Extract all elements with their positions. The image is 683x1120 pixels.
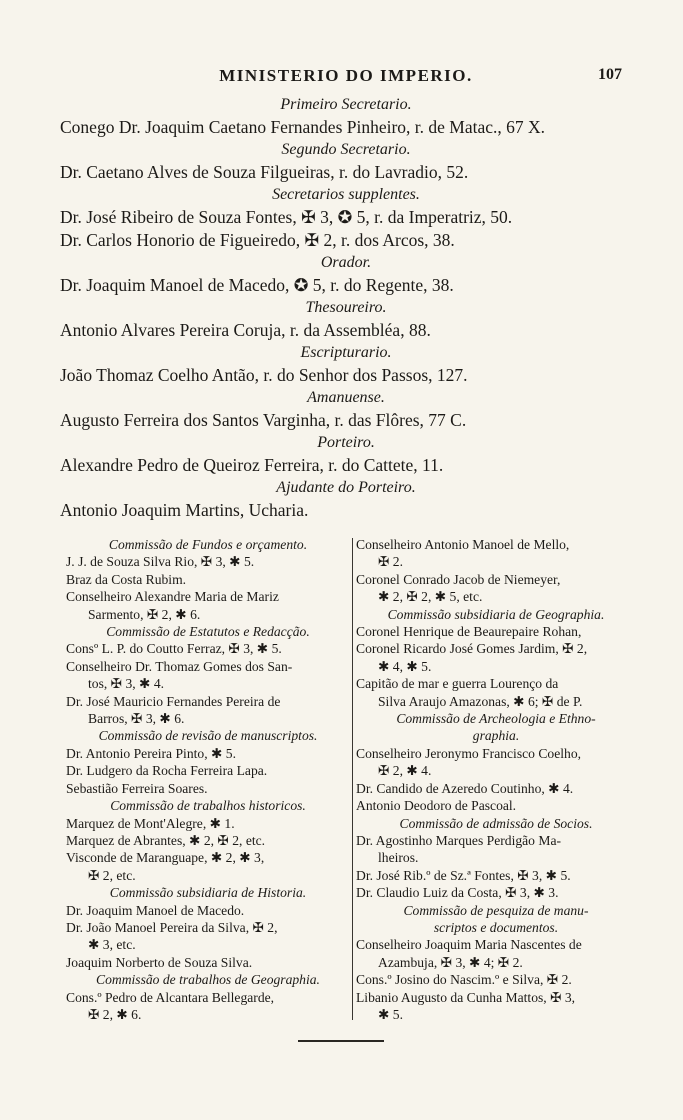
member-line: Joaquim Norberto de Souza Silva.: [66, 954, 253, 970]
member-line: J. J. de Souza Silva Rio, ✠ 3, ✱ 5.: [66, 554, 255, 570]
member-line: Dr. João Manoel Pereira da Silva, ✠ 2,: [66, 919, 278, 935]
officer-entry: Antonio Joaquim Martins, Ucharia.: [60, 500, 309, 520]
member-line: Consº L. P. do Coutto Ferraz, ✠ 3, ✱ 5.: [66, 641, 282, 657]
member-line: Conselheiro Jeronymo Francisco Coelho,: [356, 745, 582, 761]
member-line-continuation: ✱ 3, etc.: [88, 937, 136, 953]
right-commissions-column: [356, 536, 636, 1023]
commission-heading: Commissão de Estatutos e Redacção.: [106, 624, 310, 640]
office-title: Amanuense.: [307, 389, 385, 406]
office-title: Thesoureiro.: [305, 299, 387, 316]
member-line: Dr. José Rib.º de Sz.ª Fontes, ✠ 3, ✱ 5.: [356, 867, 571, 883]
member-line: Capitão de mar e guerra Lourenço da: [356, 676, 559, 692]
member-line: Dr. Agostinho Marques Perdigão Ma-: [356, 832, 562, 848]
officer-entry: Antonio Alvares Pereira Coruja, r. da Assembléa, 88.: [60, 320, 431, 340]
office-title: Primeiro Secretario.: [280, 96, 412, 113]
commission-heading: Commissão de trabalhos historicos.: [110, 798, 306, 814]
member-line-continuation: ✱ 5.: [378, 1006, 403, 1022]
member-line: Conselheiro Dr. Thomaz Gomes dos San-: [66, 658, 293, 674]
member-line-continuation: Barros, ✠ 3, ✱ 6.: [88, 711, 185, 727]
member-line-continuation: ✱ 2, ✠ 2, ✱ 5, etc.: [378, 589, 483, 605]
member-line-continuation: ✠ 2, ✱ 6.: [88, 1006, 142, 1022]
officer-entry: Dr. José Ribeiro de Souza Fontes, ✠ 3, ✪ 5, r. da Imperatriz, 50.: [60, 207, 513, 227]
page-number: 107: [598, 66, 622, 83]
officer-entry: Alexandre Pedro de Queiroz Ferreira, r. do Cattete, 11.: [60, 455, 444, 475]
column-divider: [352, 538, 353, 1020]
commission-heading: Commissão de pesquiza de manu-: [403, 902, 589, 918]
commission-heading: Commissão de admissão de Socios.: [399, 815, 593, 831]
officer-entry: Dr. Joaquim Manoel de Macedo, ✪ 5, r. do Regente, 38.: [60, 275, 454, 295]
member-line-continuation: ✱ 4, ✱ 5.: [378, 658, 432, 674]
running-head: MINISTERIO DO IMPERIO.: [219, 66, 473, 85]
commission-heading: Commissão subsidiaria de Geographia.: [387, 606, 605, 622]
left-commissions-column: [66, 536, 350, 1023]
member-line: Cons.º Pedro de Alcantara Bellegarde,: [66, 989, 275, 1005]
commission-heading: Commissão de Archeologia e Ethno-: [396, 711, 596, 727]
member-line: Antonio Deodoro de Pascoal.: [356, 798, 517, 814]
member-line-continuation: Silva Araujo Amazonas, ✱ 6; ✠ de P.: [378, 693, 583, 709]
commission-heading: Commissão de trabalhos de Geographia.: [96, 972, 320, 988]
member-line: Braz da Costa Rubim.: [66, 571, 187, 587]
member-line: Cons.º Josino do Nascim.º e Silva, ✠ 2.: [356, 972, 572, 988]
page-header: [60, 66, 632, 88]
office-title: Escripturario.: [300, 344, 392, 361]
office-title: Segundo Secretario.: [281, 141, 411, 158]
officer-entry: Dr. Caetano Alves de Souza Filgueiras, r. do Lavradio, 52.: [60, 162, 469, 182]
end-rule: [298, 1040, 384, 1042]
member-line: Conselheiro Joaquim Maria Nascentes de: [356, 937, 582, 953]
officers-list: [60, 94, 632, 522]
member-line: Dr. Joaquim Manoel de Macedo.: [66, 902, 245, 918]
member-line-continuation: ✠ 2, ✱ 4.: [378, 763, 432, 779]
office-title: Porteiro.: [317, 434, 375, 451]
commission-heading: graphia.: [472, 728, 520, 744]
member-line: Dr. Candido de Azeredo Coutinho, ✱ 4.: [356, 780, 574, 796]
member-line: Dr. Claudio Luiz da Costa, ✠ 3, ✱ 3.: [356, 885, 559, 901]
member-line: Libanio Augusto da Cunha Mattos, ✠ 3,: [356, 989, 576, 1005]
member-line: Dr. Ludgero da Rocha Ferreira Lapa.: [66, 763, 268, 779]
member-line: Marquez de Abrantes, ✱ 2, ✠ 2, etc.: [66, 832, 266, 848]
member-line-continuation: lheiros.: [378, 850, 419, 866]
member-line: Dr. José Mauricio Fernandes Pereira de: [66, 693, 281, 709]
officer-entry: Augusto Ferreira dos Santos Varginha, r. das Flôres, 77 C.: [60, 410, 467, 430]
member-line: Coronel Ricardo José Gomes Jardim, ✠ 2,: [356, 641, 588, 657]
officer-entry: Conego Dr. Joaquim Caetano Fernandes Pinheiro, r. de Matac., 67 X.: [60, 117, 546, 137]
office-title: Ajudante do Porteiro.: [276, 479, 416, 496]
commission-heading: scriptos e documentos.: [433, 919, 559, 935]
officer-entry: Dr. Carlos Honorio de Figueiredo, ✠ 2, r. dos Arcos, 38.: [60, 230, 455, 250]
member-line: Visconde de Maranguape, ✱ 2, ✱ 3,: [66, 850, 265, 866]
member-line: Sebastião Ferreira Soares.: [66, 780, 208, 796]
commission-heading: Commissão de Fundos e orçamento.: [108, 537, 308, 552]
member-line: Conselheiro Alexandre Maria de Mariz: [66, 589, 279, 605]
member-line-continuation: ✠ 2, etc.: [88, 867, 136, 883]
office-title: Orador.: [320, 254, 372, 271]
member-line-continuation: Azambuja, ✠ 3, ✱ 4; ✠ 2.: [378, 954, 523, 970]
member-line: Coronel Conrado Jacob de Niemeyer,: [356, 571, 561, 587]
member-line-continuation: ✠ 2.: [378, 554, 403, 570]
commission-heading: Commissão subsidiaria de Historia.: [109, 885, 307, 901]
office-title: Secretarios supplentes.: [272, 186, 420, 203]
officer-entry: João Thomaz Coelho Antão, r. do Senhor dos Passos, 127.: [60, 365, 468, 385]
member-line-continuation: Sarmento, ✠ 2, ✱ 6.: [88, 606, 201, 622]
member-line: Conselheiro Antonio Manoel de Mello,: [356, 537, 570, 552]
member-line: Dr. Antonio Pereira Pinto, ✱ 5.: [66, 745, 236, 761]
member-line: Marquez de Mont'Alegre, ✱ 1.: [66, 815, 235, 831]
commission-heading: Commissão de revisão de manuscriptos.: [98, 728, 318, 744]
member-line: Coronel Henrique de Beaurepaire Rohan,: [356, 624, 582, 640]
member-line-continuation: tos, ✠ 3, ✱ 4.: [88, 676, 165, 692]
